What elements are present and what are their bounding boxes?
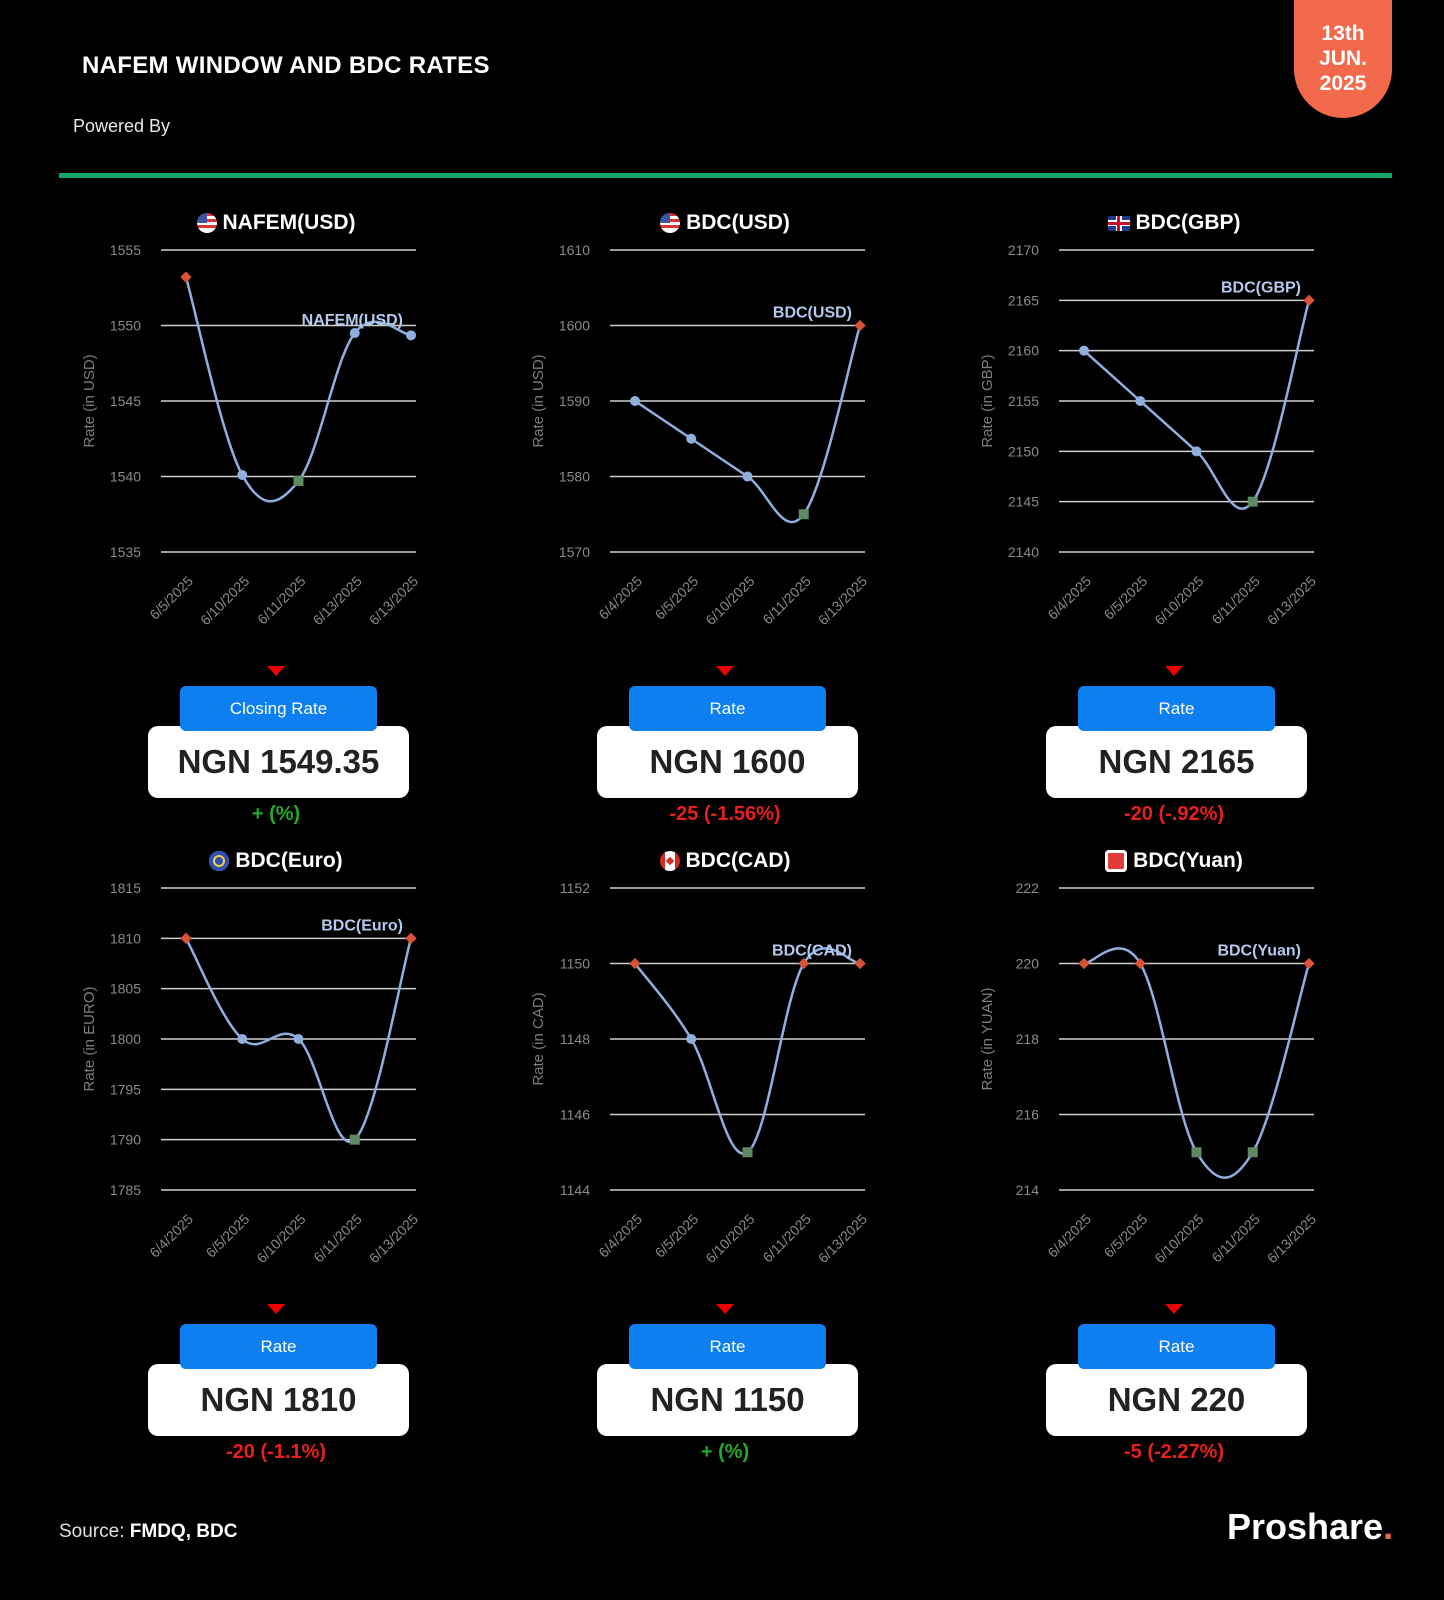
source-value: FMDQ, BDC bbox=[129, 1521, 238, 1542]
chart-title-text: BDC(Yuan) bbox=[1133, 849, 1243, 872]
rate-value: NGN 1549.35 bbox=[148, 726, 409, 798]
series-label: BDC(CAD) bbox=[772, 942, 852, 960]
chart-panel-3 bbox=[954, 208, 1394, 828]
x-tick-label: 6/11/2025 bbox=[759, 1210, 814, 1266]
chart-title-text: BDC(GBP) bbox=[1135, 211, 1241, 234]
brand-dot: . bbox=[1383, 1506, 1394, 1547]
rate-change: + (%) bbox=[251, 803, 301, 825]
line-chart bbox=[954, 876, 1394, 1296]
x-tick-label: 6/10/2025 bbox=[702, 572, 758, 629]
brand-name: Proshare bbox=[1227, 1506, 1384, 1547]
data-point bbox=[630, 396, 640, 406]
y-tick-label: 1545 bbox=[109, 393, 141, 409]
rate-change: -5 (-2.27%) bbox=[1123, 1441, 1225, 1463]
x-tick-label: 6/4/2025 bbox=[1044, 572, 1095, 623]
y-tick-label: 2155 bbox=[1007, 393, 1039, 409]
x-tick-label: 6/4/2025 bbox=[595, 1210, 646, 1261]
down-arrow-icon bbox=[716, 1304, 734, 1314]
series-line bbox=[635, 948, 860, 1153]
y-tick-label: 1580 bbox=[558, 468, 590, 485]
x-tick-label: 6/11/2025 bbox=[1208, 572, 1263, 628]
date-day: 13th bbox=[1321, 22, 1365, 45]
data-point bbox=[350, 328, 360, 338]
y-tick-label: 1815 bbox=[109, 880, 141, 896]
ca-flag-icon bbox=[660, 851, 680, 871]
y-tick-label: 2150 bbox=[1007, 443, 1039, 460]
rate-tab-label: Rate bbox=[1078, 686, 1275, 731]
chart-title bbox=[954, 846, 1394, 876]
x-tick-label: 6/4/2025 bbox=[595, 572, 646, 623]
series-line bbox=[635, 326, 860, 523]
data-point-low bbox=[294, 476, 304, 486]
series-label: NAFEM(USD) bbox=[301, 312, 403, 330]
series-label: BDC(GBP) bbox=[1221, 279, 1301, 297]
data-point bbox=[686, 434, 696, 444]
data-point-high bbox=[405, 933, 416, 944]
data-point bbox=[686, 1034, 696, 1044]
date-badge bbox=[1294, 0, 1392, 118]
data-point-high bbox=[1303, 958, 1314, 969]
date-month: JUN. bbox=[1319, 47, 1367, 70]
rate-tab-label: Rate bbox=[629, 1324, 826, 1369]
page-title: NAFEM WINDOW AND BDC RATES bbox=[82, 52, 490, 79]
x-tick-label: 6/13/2025 bbox=[365, 572, 422, 629]
y-tick-label: 1795 bbox=[109, 1081, 141, 1098]
x-tick-label: 6/13/2025 bbox=[365, 1210, 422, 1267]
down-arrow-icon bbox=[1165, 1304, 1183, 1314]
data-point bbox=[237, 470, 247, 480]
data-point-high bbox=[180, 933, 191, 944]
rate-change: -20 (-.92%) bbox=[1123, 803, 1225, 825]
y-tick-label: 1800 bbox=[109, 1031, 141, 1047]
y-tick-label: 1144 bbox=[559, 1182, 590, 1198]
rate-value: NGN 1600 bbox=[597, 726, 858, 798]
x-tick-label: 6/11/2025 bbox=[759, 572, 814, 628]
data-point bbox=[1192, 446, 1202, 456]
chart-title bbox=[56, 208, 496, 238]
rate-value: NGN 1810 bbox=[148, 1364, 409, 1436]
y-tick-label: 1805 bbox=[109, 980, 141, 997]
chart-panel-1 bbox=[56, 208, 496, 828]
data-point-high bbox=[1303, 295, 1314, 306]
chart-title-text: BDC(USD) bbox=[686, 211, 790, 234]
x-tick-label: 6/5/2025 bbox=[146, 572, 197, 623]
chart-title bbox=[56, 846, 496, 876]
brand-logo bbox=[1227, 1506, 1393, 1548]
x-tick-label: 6/10/2025 bbox=[197, 572, 253, 629]
data-point-low bbox=[1192, 1147, 1202, 1157]
y-axis-label: Rate (in USD) bbox=[81, 354, 98, 448]
chart-title-text: BDC(CAD) bbox=[685, 849, 791, 872]
x-tick-label: 6/5/2025 bbox=[651, 572, 702, 623]
y-tick-label: 1148 bbox=[559, 1031, 590, 1047]
data-point-low bbox=[799, 509, 809, 519]
y-tick-label: 1810 bbox=[109, 930, 141, 947]
line-chart bbox=[954, 238, 1394, 658]
chart-title-text: NAFEM(USD) bbox=[222, 211, 356, 234]
x-tick-label: 6/5/2025 bbox=[651, 1210, 702, 1261]
x-tick-label: 6/4/2025 bbox=[146, 1210, 197, 1261]
data-point-low bbox=[743, 1147, 753, 1157]
x-tick-label: 6/13/2025 bbox=[814, 572, 871, 629]
series-line bbox=[1084, 300, 1309, 508]
line-chart bbox=[505, 876, 945, 1296]
data-point-high bbox=[180, 272, 191, 283]
x-tick-label: 6/13/2025 bbox=[1263, 1210, 1320, 1267]
down-arrow-icon bbox=[267, 1304, 285, 1314]
source-label: Source: bbox=[59, 1521, 125, 1542]
line-chart bbox=[56, 238, 496, 658]
y-tick-label: 2170 bbox=[1007, 242, 1039, 258]
cn-flag-icon bbox=[1105, 850, 1127, 872]
rate-change: + (%) bbox=[700, 1441, 750, 1463]
line-chart bbox=[505, 238, 945, 658]
y-axis-label: Rate (in GBP) bbox=[979, 354, 996, 448]
chart-title-text: BDC(Euro) bbox=[235, 849, 343, 872]
y-tick-label: 1150 bbox=[559, 955, 590, 972]
data-point bbox=[1079, 346, 1089, 356]
eu-flag-icon bbox=[209, 851, 229, 871]
data-point-high bbox=[854, 320, 865, 331]
y-tick-label: 1600 bbox=[558, 317, 590, 334]
y-tick-label: 2140 bbox=[1007, 544, 1039, 560]
y-tick-label: 1610 bbox=[558, 242, 590, 258]
y-tick-label: 214 bbox=[1015, 1182, 1039, 1198]
x-tick-label: 6/10/2025 bbox=[253, 1210, 309, 1267]
header-divider bbox=[59, 173, 1392, 178]
chart-title bbox=[505, 846, 945, 876]
data-point bbox=[1135, 396, 1145, 406]
rate-value: NGN 1150 bbox=[597, 1364, 858, 1436]
x-tick-label: 6/13/2025 bbox=[309, 572, 365, 629]
rate-value: NGN 220 bbox=[1046, 1364, 1307, 1436]
y-tick-label: 216 bbox=[1015, 1106, 1039, 1123]
y-tick-label: 2145 bbox=[1007, 493, 1039, 510]
y-tick-label: 1590 bbox=[558, 393, 590, 409]
us-flag-icon bbox=[660, 213, 680, 233]
data-point-high bbox=[854, 958, 865, 969]
y-axis-label: Rate (in YUAN) bbox=[979, 987, 996, 1091]
x-tick-label: 6/13/2025 bbox=[1263, 572, 1320, 629]
series-label: BDC(USD) bbox=[772, 304, 852, 322]
chart-panel-4 bbox=[56, 846, 496, 1466]
us-flag-icon bbox=[197, 213, 217, 233]
powered-by-label: Powered By bbox=[73, 116, 171, 136]
source-note bbox=[59, 1521, 237, 1543]
x-tick-label: 6/11/2025 bbox=[310, 1210, 365, 1266]
rate-tab-label: Rate bbox=[1078, 1324, 1275, 1369]
down-arrow-icon bbox=[1165, 666, 1183, 676]
x-tick-label: 6/5/2025 bbox=[202, 1210, 253, 1261]
x-tick-label: 6/10/2025 bbox=[1151, 1210, 1207, 1267]
series-line bbox=[1084, 948, 1309, 1177]
series-line bbox=[186, 277, 411, 501]
rate-change: -25 (-1.56%) bbox=[669, 803, 781, 825]
y-axis-label: Rate (in CAD) bbox=[530, 992, 547, 1086]
y-tick-label: 1540 bbox=[109, 468, 141, 485]
x-tick-label: 6/5/2025 bbox=[1100, 572, 1151, 623]
rate-tab-label: Rate bbox=[180, 1324, 377, 1369]
y-tick-label: 2160 bbox=[1007, 342, 1039, 359]
data-point-low bbox=[1248, 1147, 1258, 1157]
chart-panel-6 bbox=[954, 846, 1394, 1466]
x-tick-label: 6/5/2025 bbox=[1100, 1210, 1151, 1261]
x-tick-label: 6/13/2025 bbox=[814, 1210, 871, 1267]
x-tick-label: 6/11/2025 bbox=[1208, 1210, 1263, 1266]
down-arrow-icon bbox=[716, 666, 734, 676]
y-axis-label: Rate (in EURO) bbox=[81, 986, 98, 1092]
data-point-high bbox=[1078, 958, 1089, 969]
y-tick-label: 1535 bbox=[109, 544, 141, 560]
series-label: BDC(Yuan) bbox=[1217, 942, 1301, 960]
y-tick-label: 1152 bbox=[559, 880, 590, 896]
y-tick-label: 220 bbox=[1015, 955, 1039, 972]
line-chart bbox=[56, 876, 496, 1296]
y-tick-label: 1555 bbox=[109, 242, 141, 258]
data-point bbox=[743, 472, 753, 482]
rate-tab-label: Rate bbox=[629, 686, 826, 731]
y-axis-label: Rate (in USD) bbox=[530, 354, 547, 448]
y-tick-label: 1790 bbox=[109, 1131, 141, 1148]
data-point bbox=[237, 1034, 247, 1044]
y-tick-label: 2165 bbox=[1007, 292, 1039, 309]
y-tick-label: 1550 bbox=[109, 317, 141, 334]
down-arrow-icon bbox=[267, 666, 285, 676]
date-year: 2025 bbox=[1319, 72, 1367, 95]
data-point bbox=[294, 1034, 304, 1044]
y-tick-label: 1570 bbox=[558, 544, 590, 560]
data-point-low bbox=[1248, 497, 1258, 507]
rate-tab-label: Closing Rate bbox=[180, 686, 377, 731]
rate-change: -20 (-1.1%) bbox=[225, 1441, 327, 1463]
x-tick-label: 6/11/2025 bbox=[253, 572, 309, 628]
x-tick-label: 6/4/2025 bbox=[1044, 1210, 1095, 1261]
gb-flag-icon bbox=[1108, 216, 1130, 231]
chart-panel-5 bbox=[505, 846, 945, 1466]
chart-title bbox=[954, 208, 1394, 238]
y-tick-label: 1146 bbox=[559, 1106, 590, 1123]
chart-panel-2 bbox=[505, 208, 945, 828]
chart-title bbox=[505, 208, 945, 238]
data-point bbox=[406, 330, 416, 340]
rate-value: NGN 2165 bbox=[1046, 726, 1307, 798]
x-tick-label: 6/10/2025 bbox=[1151, 572, 1207, 629]
y-tick-label: 218 bbox=[1015, 1031, 1039, 1047]
x-tick-label: 6/10/2025 bbox=[702, 1210, 758, 1267]
data-point-low bbox=[350, 1135, 360, 1145]
y-tick-label: 1785 bbox=[109, 1182, 141, 1198]
y-tick-label: 222 bbox=[1015, 880, 1039, 896]
series-label: BDC(Euro) bbox=[321, 917, 403, 935]
